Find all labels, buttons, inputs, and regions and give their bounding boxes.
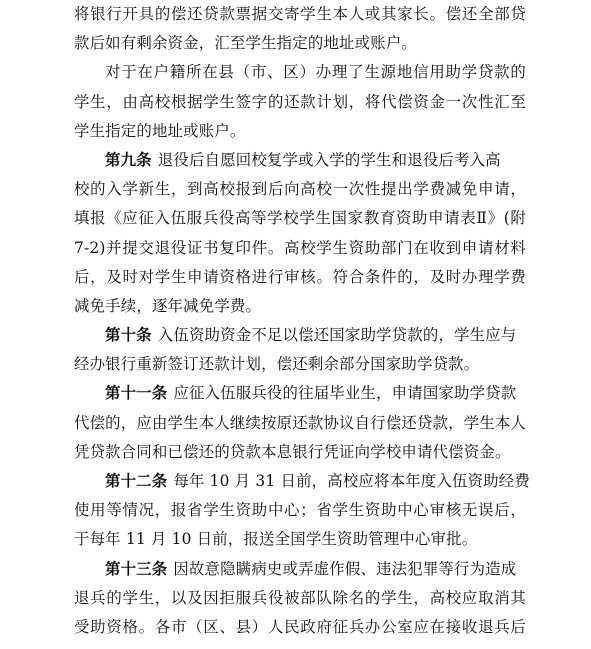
text-span: 每年 10 月 31 日前，高校应将本年度入伍资助经费 (173, 472, 530, 490)
text-line: 校的入学新生，到高校报到后向高校一次性提出学费减免申请， (74, 180, 526, 199)
text-line: 退兵的学生，以及因拒服兵役被部队除名的学生，高校应取消其 (74, 588, 526, 607)
text-span: 应征入伍服兵役的往届毕业生，申请国家助学贷款 (173, 384, 517, 403)
text-line: 使用等情况，报省学生资助中心；省学生资助中心审核无误后， (74, 501, 526, 520)
document-body (74, 0, 530, 642)
article-heading: 第十二条 (105, 472, 168, 490)
article-heading: 第十条 (105, 326, 152, 345)
article-heading: 第十一条 (105, 384, 168, 403)
text-line: 将银行开具的偿还贷款票据交寄学生本人或其家长。偿还全部贷 (74, 5, 526, 23)
text-line: 受助资格。各市（区、县）人民政府征兵办公室应在接收退兵后 (74, 617, 526, 636)
text-line: 于每年 11 月 10 日前，报送全国学生资助管理中心审批。 (74, 530, 478, 549)
article-heading: 第九条 (105, 150, 152, 169)
article-first-line (74, 146, 526, 175)
text-line: 代偿的，应由学生本人继续按原还款协议自行偿还贷款，学生本人 (74, 413, 527, 432)
text-line: 款后如有剩余资金，汇至学生指定的地址或账户。 (74, 34, 417, 53)
text-span: 退役后自愿回校复学或入学的学生和退役后考入高 (157, 150, 501, 169)
article-first-line (74, 555, 526, 584)
text-line: 凭贷款合同和已偿还的贷款本息银行凭证向学校申请代偿资金。 (74, 442, 511, 461)
text-line: 填报《应征入伍服兵役高等学校学生国家教育资助申请表Ⅱ》(附 (74, 209, 526, 228)
text-span: 因故意隐瞒病史或弄虚作假、违法犯罪等行为造成 (173, 559, 517, 578)
text-line: 学生，由高校根据学生签字的还款计划，将代偿资金一次性汇至 (74, 92, 526, 111)
text-line: 减免手续，逐年减免学费。 (74, 296, 262, 315)
text-span: 入伍资助资金不足以偿还国家助学贷款的，学生应与 (157, 326, 517, 345)
text-line: 后，及时对学生申请资格进行审核。符合条件的，及时办理学费 (74, 267, 526, 286)
article-first-line (74, 467, 530, 496)
text-line: 对于在户籍所在县（市、区）办理了生源地信用助学贷款的 (105, 63, 526, 82)
article-first-line (74, 321, 526, 350)
text-line: 7-2)并提交退役证书复印件。高校学生资助部门在收到申请材料 (74, 238, 526, 257)
article-first-line (74, 379, 526, 408)
text-line: 学生指定的地址或账户。 (74, 121, 246, 140)
text-line: 经办银行重新签订还款计划，偿还剩余部分国家助学贷款。 (74, 355, 480, 374)
article-heading: 第十三条 (105, 559, 168, 578)
